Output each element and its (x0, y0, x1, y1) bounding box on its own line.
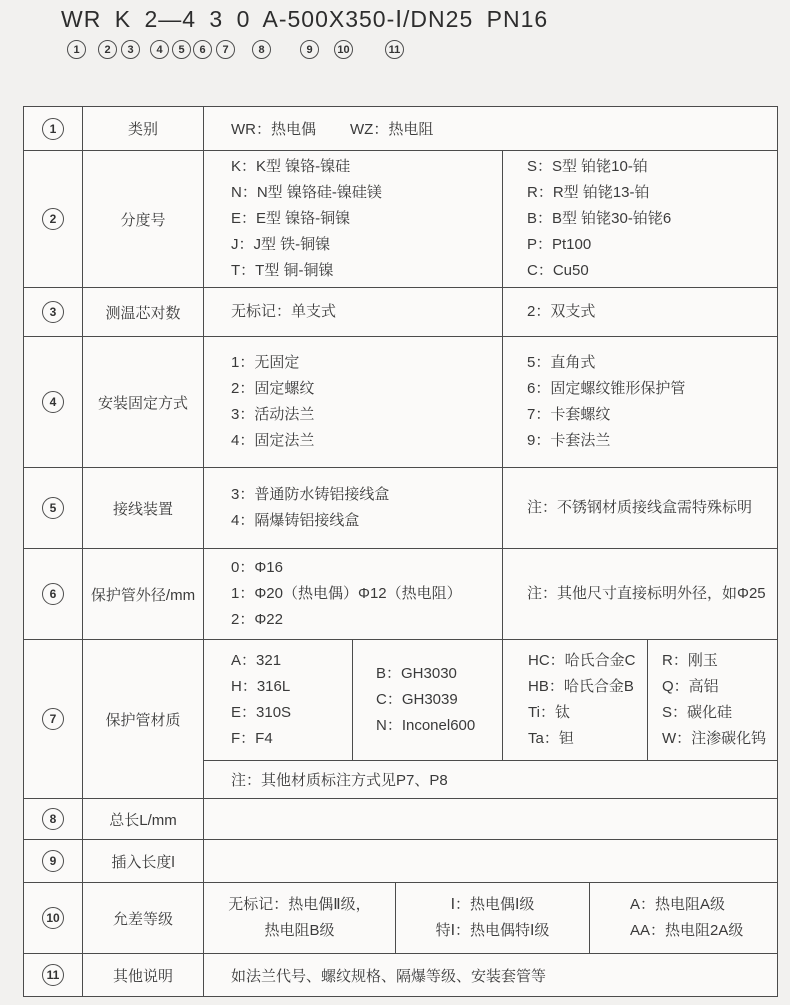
row-label: 允差等级 (82, 883, 203, 953)
row-number-cell (24, 883, 82, 953)
diameter-note-cell: 注：其他尺寸直接标明外径，如Φ25 (502, 549, 777, 639)
material-note: 注：其他材质标注方式见P7、P8 (231, 772, 448, 789)
material-special-cell: HC：哈氏合金C HB：哈氏合金B Ti：钛 Ta：钽 (502, 640, 647, 760)
position-markers (0, 40, 790, 62)
material-alloy-cell: B：GH3030 C：GH3039 N：Inconel600 (352, 640, 502, 760)
marker-9-icon: 9 (300, 40, 319, 59)
circled-number-icon: 2 (42, 208, 64, 230)
row-content (203, 151, 777, 287)
row-content (203, 288, 777, 336)
row-content (203, 337, 777, 467)
row-number-cell (24, 468, 82, 548)
table-row-insertion-length (24, 839, 777, 882)
row-label: 总长L/mm (82, 799, 203, 839)
marker-3-icon: 3 (121, 40, 140, 59)
material-steel-cell: A：321 H：316L E：310S F：F4 (231, 652, 292, 747)
spec-table (23, 106, 778, 997)
table-row-category (24, 107, 777, 150)
circled-number-icon: 6 (42, 583, 64, 605)
material-note-cell (204, 760, 777, 798)
single-element-cell: 无标记：单支式 (231, 303, 337, 320)
mounting-options-right-cell: 5：直角式 6：固定螺纹锥形保护管 7：卡套螺纹 9：卡套法兰 (502, 337, 777, 467)
marker-2-icon: 2 (98, 40, 117, 59)
circled-number-icon: 3 (42, 301, 64, 323)
dual-element-cell: 2：双支式 (502, 288, 777, 336)
circled-number-icon: 11 (42, 964, 64, 986)
circled-number-icon: 9 (42, 850, 64, 872)
tolerance-default-cell: 无标记：热电偶Ⅱ级， 热电阻B级 (228, 896, 371, 939)
row-number-cell (24, 549, 82, 639)
circled-number-icon: 8 (42, 808, 64, 830)
table-row-tube-diameter (24, 548, 777, 639)
marker-11-icon: 11 (385, 40, 404, 59)
marker-5-icon: 5 (172, 40, 191, 59)
row-content-empty (203, 799, 777, 839)
circled-number-icon: 1 (42, 118, 64, 140)
row-number-cell (24, 107, 82, 150)
model-code: WR K 2—4 3 0 A-500X350-Ⅰ/DN25 PN16 (61, 6, 549, 32)
marker-1-icon: 1 (67, 40, 86, 59)
row-content (203, 549, 777, 639)
table-row-other-notes (24, 953, 777, 996)
table-row-total-length (24, 798, 777, 839)
graduation-thermocouple-cell: K：K型 镍铬-镍硅 N：N型 镍铬硅-镍硅镁 E：E型 镍铬-铜镍 J：J型 铁-铜镍 T：T型 铜-铜镍 (231, 158, 382, 279)
mounting-options-left-cell: 1：无固定 2：固定螺纹 3：活动法兰 4：固定法兰 (231, 354, 315, 449)
row-number-cell (24, 288, 82, 336)
material-ceramic-cell: R：刚玉 Q：高铝 S：碳化硅 W：注渗碳化钨 (647, 640, 777, 760)
row-content: 如法兰代号、螺纹规格、隔爆等级、安装套管等 (203, 954, 777, 996)
material-subcolumns (204, 640, 777, 760)
row-number-cell (24, 640, 82, 798)
row-content (203, 107, 777, 150)
circled-number-icon: 4 (42, 391, 64, 413)
row-content (203, 640, 777, 798)
row-content (203, 883, 777, 953)
marker-6-icon: 6 (193, 40, 212, 59)
table-row-graduation (24, 150, 777, 287)
row-label: 接线装置 (82, 468, 203, 548)
row-number-cell (24, 840, 82, 882)
table-row-tolerance-class (24, 882, 777, 953)
row-label: 测温芯对数 (82, 288, 203, 336)
graduation-platinum-cell: S：S型 铂铑10-铂 R：R型 铂铑13-铂 B：B型 铂铑30-铂铑6 P：Pt100 C：Cu50 (502, 151, 777, 287)
row-content-empty (203, 840, 777, 882)
row-number-cell (24, 799, 82, 839)
tolerance-class1-cell: Ⅰ：热电偶Ⅰ级 特Ⅰ：热电偶特Ⅰ级 (395, 883, 589, 953)
row-label: 分度号 (82, 151, 203, 287)
category-option-wz: WZ：热电阻 (350, 121, 434, 138)
marker-10-icon: 10 (334, 40, 353, 59)
tolerance-rtd-cell: A：热电阻A级 AA：热电阻2A级 (589, 883, 777, 953)
row-label: 保护管材质 (82, 640, 203, 798)
row-label: 类别 (82, 107, 203, 150)
row-label: 安装固定方式 (82, 337, 203, 467)
table-row-element-pairs (24, 287, 777, 336)
row-label: 保护管外径/mm (82, 549, 203, 639)
junction-box-options-cell: 3：普通防水铸铝接线盒 4：隔爆铸铝接线盒 (231, 486, 390, 529)
circled-number-icon: 10 (42, 907, 64, 929)
row-number-cell (24, 954, 82, 996)
table-row-tube-material (24, 639, 777, 798)
row-number-cell (24, 337, 82, 467)
table-row-mounting (24, 336, 777, 467)
table-row-junction-box (24, 467, 777, 548)
marker-4-icon: 4 (150, 40, 169, 59)
marker-7-icon: 7 (216, 40, 235, 59)
row-content (203, 468, 777, 548)
circled-number-icon: 7 (42, 708, 64, 730)
circled-number-icon: 5 (42, 497, 64, 519)
marker-8-icon: 8 (252, 40, 271, 59)
junction-box-note-cell: 注：不锈钢材质接线盒需特殊标明 (502, 468, 777, 548)
row-label: 其他说明 (82, 954, 203, 996)
row-number-cell (24, 151, 82, 287)
category-option-wr: WR：热电偶 (231, 121, 316, 138)
row-label: 插入长度l (82, 840, 203, 882)
diameter-options-cell: 0：Φ16 1：Φ20（热电偶）Φ12（热电阻） 2：Φ22 (231, 559, 462, 628)
